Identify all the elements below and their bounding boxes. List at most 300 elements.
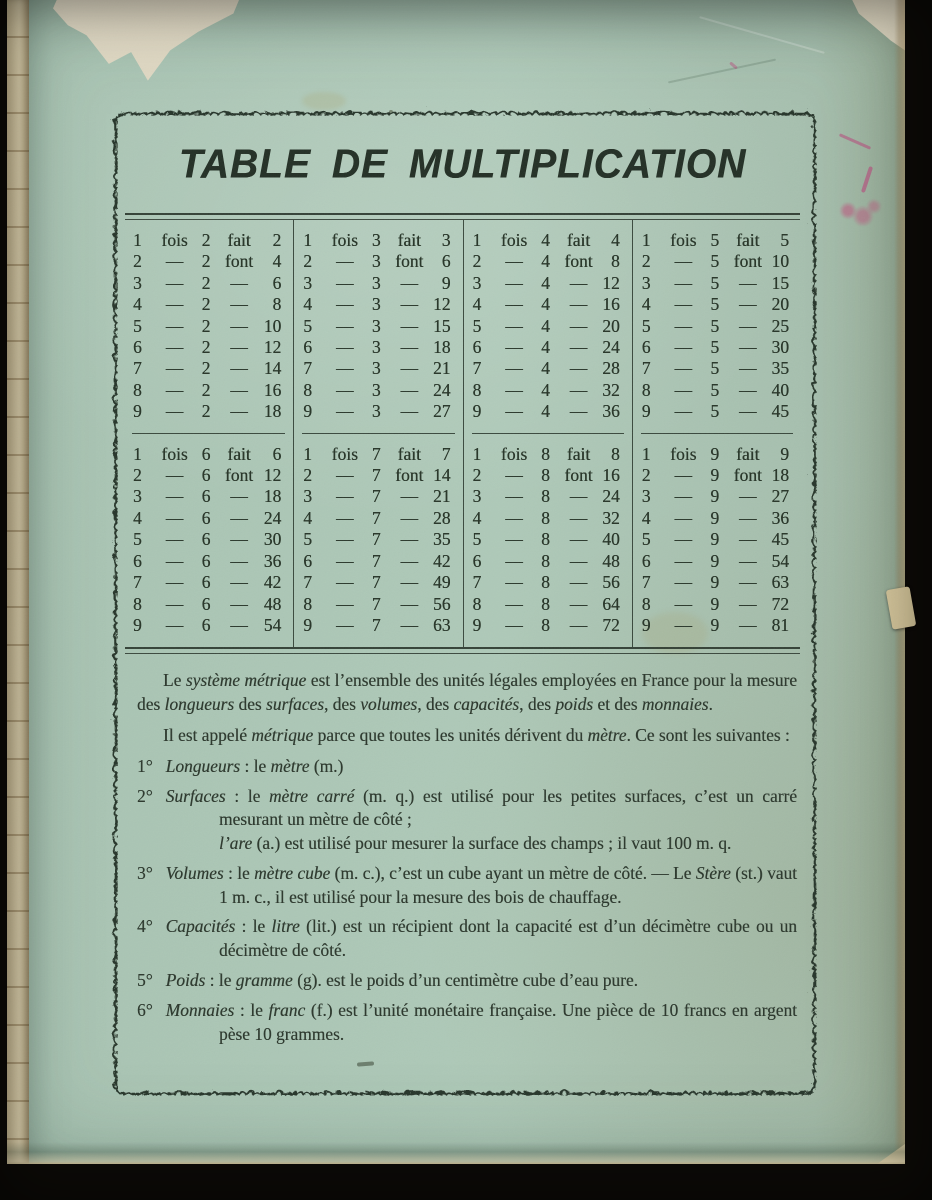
table-row	[133, 508, 281, 529]
metric-list	[137, 755, 797, 1047]
multiplier: 8	[541, 507, 550, 528]
multiplicand: 7	[303, 358, 312, 379]
times-word: —	[505, 550, 523, 571]
product: 40	[771, 379, 789, 400]
multiplier: 2	[201, 294, 211, 315]
table-row	[473, 294, 620, 315]
product: 48	[263, 593, 282, 614]
table-row	[303, 401, 450, 422]
times-word: —	[505, 465, 523, 486]
multiplicand: 7	[641, 358, 651, 379]
times-word: —	[336, 294, 354, 315]
multiplier: 8	[541, 550, 550, 571]
multiplier: 6	[201, 529, 211, 550]
table-row	[133, 337, 281, 358]
product: 12	[263, 337, 282, 358]
paper-right-edge	[894, 0, 905, 1164]
product: 63	[433, 614, 451, 635]
table-row	[303, 572, 450, 593]
multiplication-tables	[124, 220, 801, 647]
result-word: —	[569, 550, 588, 571]
table-row	[303, 251, 450, 272]
multiplier: 5	[710, 251, 720, 272]
table-row	[642, 508, 789, 529]
result-word: —	[739, 272, 757, 293]
result-word: —	[739, 507, 757, 528]
product: 8	[611, 443, 620, 464]
multiplicand: 8	[303, 379, 312, 400]
result-word: —	[400, 294, 418, 315]
product: 63	[771, 572, 789, 593]
product: 45	[771, 529, 789, 550]
product: 18	[263, 401, 282, 422]
times-word: —	[336, 379, 354, 400]
multiplier: 6	[201, 572, 211, 593]
multiplier: 6	[201, 593, 211, 614]
multiplier: 9	[710, 593, 720, 614]
result-word: —	[230, 486, 248, 507]
result-word: fait	[736, 443, 760, 464]
times-word: fois	[161, 443, 188, 464]
product: 21	[433, 486, 451, 507]
table-row	[642, 251, 789, 272]
multiplicand: 7	[133, 358, 142, 379]
multiplicand: 1	[472, 443, 482, 464]
multiplier: 6	[201, 507, 211, 528]
times-word: —	[336, 465, 354, 486]
table-row	[303, 273, 450, 294]
times-word: —	[165, 614, 184, 635]
table-row	[642, 337, 789, 358]
table-row	[473, 508, 620, 529]
times-word: —	[674, 593, 692, 614]
table-row	[473, 337, 620, 358]
multiplier: 9	[710, 486, 720, 507]
pink-pencil-mark	[861, 166, 873, 193]
times-word: —	[336, 358, 354, 379]
table-row	[473, 572, 620, 593]
multiplicand: 2	[133, 465, 142, 486]
result-word: fait	[566, 443, 591, 464]
multiplier: 7	[371, 593, 381, 614]
times-word: —	[674, 486, 692, 507]
result-word: font	[224, 251, 254, 272]
item-number: 1°	[137, 755, 153, 776]
times-word: —	[505, 272, 523, 293]
multiplicand: 3	[641, 272, 651, 293]
multiplier: 5	[710, 272, 720, 293]
times-word: —	[336, 251, 354, 272]
multiplier: 8	[541, 465, 550, 486]
multiplicand: 9	[303, 614, 312, 635]
product: 15	[433, 315, 451, 336]
times-word: fois	[331, 443, 358, 464]
frame-content	[112, 110, 813, 1092]
product: 21	[433, 358, 451, 379]
table-row	[473, 615, 620, 636]
paper-crease	[668, 59, 776, 84]
times-word: —	[336, 486, 354, 507]
multiplier: 5	[710, 358, 720, 379]
product: 56	[602, 572, 620, 593]
page-edge-strip	[7, 0, 29, 1164]
times-word: fois	[500, 443, 528, 464]
times-word: —	[674, 529, 692, 550]
multiplier: 9	[710, 507, 720, 528]
paper-tear-tab	[886, 586, 917, 630]
result-word: —	[739, 337, 757, 358]
times-word: —	[165, 337, 184, 358]
multiplier: 2	[201, 401, 211, 422]
multiplicand: 2	[472, 465, 482, 486]
table-row	[133, 551, 281, 572]
result-word: —	[230, 294, 248, 315]
product: 30	[263, 529, 282, 550]
result-word: fait	[397, 230, 421, 250]
multiplier: 6	[201, 486, 211, 507]
table-row	[642, 551, 789, 572]
printed-frame	[112, 110, 813, 1092]
table-row	[133, 294, 281, 315]
paper-cover	[7, 0, 905, 1164]
multiplicand: 9	[641, 614, 651, 635]
result-word: —	[739, 614, 757, 635]
multiplier: 2	[201, 315, 211, 336]
result-word: —	[569, 379, 588, 400]
product: 10	[263, 315, 282, 336]
times-word: —	[674, 358, 692, 379]
times-word: —	[674, 507, 692, 528]
product: 42	[263, 572, 282, 593]
multiplicand: 4	[303, 507, 312, 528]
table-row	[133, 316, 281, 337]
multiplicand: 6	[641, 550, 651, 571]
product: 16	[263, 379, 282, 400]
multiplier: 7	[371, 443, 381, 464]
product: 6	[441, 251, 451, 272]
result-word: —	[230, 272, 248, 293]
result-word: —	[569, 315, 588, 336]
table-row	[473, 230, 620, 251]
table-row	[303, 358, 450, 379]
multiplicand: 2	[472, 251, 482, 272]
product: 35	[771, 358, 789, 379]
multiplier: 6	[201, 465, 211, 486]
times-word: —	[674, 614, 692, 635]
result-word: fait	[227, 230, 251, 250]
result-word: —	[400, 593, 418, 614]
result-word: —	[739, 486, 757, 507]
multiplicand: 4	[133, 294, 142, 315]
multiplier: 3	[371, 315, 381, 336]
table-row	[133, 273, 281, 294]
table-row	[473, 594, 620, 615]
table-row	[642, 380, 789, 401]
product: 36	[602, 401, 620, 422]
item-number: 4°	[137, 916, 153, 937]
multiplicand: 1	[133, 230, 142, 250]
times-word: —	[336, 572, 354, 593]
times-word: —	[336, 614, 354, 635]
times-word: —	[674, 401, 692, 422]
multiplier: 2	[201, 251, 211, 272]
result-word: —	[569, 337, 588, 358]
multiplicand: 2	[133, 251, 142, 272]
multiplier: 3	[371, 272, 381, 293]
table-row	[303, 508, 450, 529]
multiplier: 4	[541, 251, 550, 272]
product: 72	[771, 593, 789, 614]
times-word: —	[674, 294, 692, 315]
result-word: fait	[227, 443, 251, 464]
multiplicand: 3	[303, 272, 312, 293]
table-row	[133, 358, 281, 379]
multiplier: 6	[201, 443, 211, 464]
result-word: fait	[736, 230, 760, 250]
table-row	[133, 529, 281, 550]
multiplicand: 1	[641, 443, 651, 464]
times-word: —	[165, 529, 184, 550]
result-word: —	[230, 529, 248, 550]
table-row	[642, 294, 789, 315]
result-word: font	[733, 251, 762, 272]
multiplier: 3	[371, 230, 381, 250]
times-word: fois	[331, 230, 358, 250]
metric-list-item	[137, 785, 797, 856]
product: 49	[433, 572, 451, 593]
result-word: —	[739, 379, 757, 400]
multiplication-table-4	[463, 220, 632, 434]
table-row	[473, 401, 620, 422]
multiplication-table-9	[632, 434, 801, 648]
metric-list-item	[137, 755, 797, 779]
table-row	[473, 316, 620, 337]
multiplicand: 6	[133, 550, 142, 571]
table-row	[642, 358, 789, 379]
result-word: —	[569, 272, 588, 293]
times-word: —	[336, 401, 354, 422]
result-word: —	[230, 593, 248, 614]
metric-list-item	[137, 969, 797, 993]
multiplicand: 6	[133, 337, 142, 358]
multiplicand: 5	[641, 529, 651, 550]
multiplicand: 4	[641, 294, 651, 315]
product: 12	[433, 294, 451, 315]
times-word: —	[165, 486, 184, 507]
times-word: —	[674, 315, 692, 336]
product: 42	[433, 550, 451, 571]
result-word: —	[739, 315, 757, 336]
table-row	[133, 594, 281, 615]
times-word: —	[505, 294, 523, 315]
product: 36	[263, 550, 282, 571]
times-word: —	[336, 272, 354, 293]
multiplicand: 7	[472, 358, 482, 379]
multiplicand: 8	[133, 379, 142, 400]
product: 5	[780, 230, 789, 250]
result-word: —	[400, 337, 418, 358]
times-word: —	[336, 593, 354, 614]
table-row	[303, 444, 450, 465]
times-word: —	[165, 358, 184, 379]
times-word: —	[165, 401, 184, 422]
result-word: —	[230, 507, 248, 528]
multiplier: 9	[710, 529, 720, 550]
multiplier: 5	[710, 337, 720, 358]
multiplicand: 5	[303, 315, 312, 336]
result-word: —	[569, 593, 588, 614]
table-row	[133, 380, 281, 401]
result-word: font	[733, 465, 762, 486]
product: 54	[771, 550, 789, 571]
multiplication-table-3	[293, 220, 462, 434]
product: 27	[433, 401, 451, 422]
multiplicand: 5	[472, 315, 482, 336]
metric-intro-paragraph: Le système métrique est l’ensemble des unités légales employées en France pour la mesure des longueurs des surfaces, des volumes, des capacités, des poids et des monnaies.	[137, 670, 797, 715]
multiplier: 9	[710, 614, 720, 635]
result-word: —	[230, 614, 248, 635]
table-row	[133, 251, 281, 272]
result-word: —	[400, 572, 418, 593]
multiplier: 8	[541, 443, 550, 464]
table-row	[642, 486, 789, 507]
multiplicand: 1	[303, 230, 312, 250]
table-row	[642, 444, 789, 465]
multiplier: 7	[371, 572, 381, 593]
multiplier: 7	[371, 614, 381, 635]
item-number: 5°	[137, 970, 153, 991]
result-word: —	[569, 614, 588, 635]
result-word: font	[395, 465, 424, 486]
table-row	[133, 401, 281, 422]
multiplicand: 3	[641, 486, 651, 507]
table-row	[642, 316, 789, 337]
table-row	[473, 551, 620, 572]
table-row	[303, 230, 450, 251]
multiplication-table-2	[124, 220, 293, 434]
product: 36	[771, 507, 789, 528]
multiplier: 5	[710, 315, 720, 336]
multiplicand: 6	[303, 550, 312, 571]
table-row	[303, 337, 450, 358]
product: 7	[441, 443, 451, 464]
multiplicand: 9	[641, 401, 651, 422]
table-row	[473, 486, 620, 507]
times-word: —	[165, 315, 184, 336]
table-row	[303, 316, 450, 337]
multiplicand: 8	[133, 593, 142, 614]
times-word: —	[674, 572, 692, 593]
multiplier: 3	[371, 401, 381, 422]
multiplicand: 2	[641, 251, 651, 272]
table-row	[473, 529, 620, 550]
multiplier: 8	[541, 593, 550, 614]
product: 9	[780, 443, 789, 464]
multiplicand: 4	[641, 507, 651, 528]
result-word: fait	[566, 230, 591, 250]
item-text: Monnaies : le franc (f.) est l’unité monétaire française. Une pièce de 10 francs en argent pèse 10 grammes.	[165, 999, 797, 1044]
table-row	[133, 444, 281, 465]
multiplier: 9	[710, 443, 720, 464]
times-word: —	[165, 272, 184, 293]
result-word: —	[569, 401, 588, 422]
product: 16	[602, 294, 620, 315]
result-word: —	[400, 272, 418, 293]
multiplicand: 4	[472, 294, 482, 315]
times-word: —	[674, 272, 692, 293]
product: 24	[263, 507, 282, 528]
times-word: —	[165, 251, 184, 272]
multiplicand: 6	[303, 337, 312, 358]
metric-system-section	[124, 654, 801, 1046]
times-word: —	[336, 507, 354, 528]
times-word: —	[505, 614, 523, 635]
multiplier: 4	[541, 379, 550, 400]
multiplicand: 7	[472, 572, 482, 593]
multiplicand: 7	[641, 572, 651, 593]
multiplier: 4	[541, 230, 550, 250]
table-row	[473, 444, 620, 465]
multiplier: 5	[710, 294, 720, 315]
table-row	[473, 358, 620, 379]
product: 28	[433, 507, 451, 528]
product: 6	[272, 272, 282, 293]
product: 35	[433, 529, 451, 550]
multiplicand: 2	[303, 251, 312, 272]
multiplier: 7	[371, 486, 381, 507]
result-word: —	[569, 358, 588, 379]
multiplication-table-8	[463, 434, 632, 648]
multiplier: 2	[201, 272, 211, 293]
table-row	[473, 251, 620, 272]
times-word: —	[505, 486, 523, 507]
multiplier: 7	[371, 529, 381, 550]
product: 56	[433, 593, 451, 614]
multiplier: 3	[371, 337, 381, 358]
multiplier: 4	[541, 337, 550, 358]
multiplier: 2	[201, 358, 211, 379]
product: 48	[602, 550, 620, 571]
times-word: —	[165, 507, 184, 528]
product: 25	[771, 315, 789, 336]
product: 8	[611, 251, 620, 272]
multiplier: 9	[710, 572, 720, 593]
item-text: Volumes : le mètre cube (m. c.), c’est un cube ayant un mètre de côté. — Le Stère (st.) vaut 1 m. c., il est utilisé pour la mesure des bois de chauffage.	[165, 862, 798, 907]
result-word: —	[400, 315, 418, 336]
result-word: —	[739, 593, 757, 614]
table-row	[642, 594, 789, 615]
page-title: TABLE DE MULTIPLICATION	[178, 141, 747, 187]
times-word: fois	[500, 230, 528, 250]
product: 24	[433, 379, 451, 400]
multiplier: 8	[541, 614, 550, 635]
multiplier: 7	[371, 465, 381, 486]
times-word: —	[165, 379, 184, 400]
result-word: font	[395, 251, 424, 272]
result-word: —	[569, 529, 588, 550]
product: 24	[602, 486, 620, 507]
product: 45	[771, 401, 789, 422]
multiplicand: 4	[133, 507, 142, 528]
times-word: —	[674, 379, 692, 400]
table-row	[133, 230, 281, 251]
times-word: —	[505, 379, 523, 400]
item-text: Surfaces : le mètre carré (m. q.) est utilisé pour les petites surfaces, c’est un carré mesurant un mètre de côté ; l’are (a.) est utilisé pour mesurer la surface des champs ; il vaut 100 m. q.	[165, 785, 797, 854]
multiplicand: 8	[472, 379, 482, 400]
product: 27	[771, 486, 789, 507]
multiplier: 6	[201, 614, 211, 635]
table-row	[473, 380, 620, 401]
